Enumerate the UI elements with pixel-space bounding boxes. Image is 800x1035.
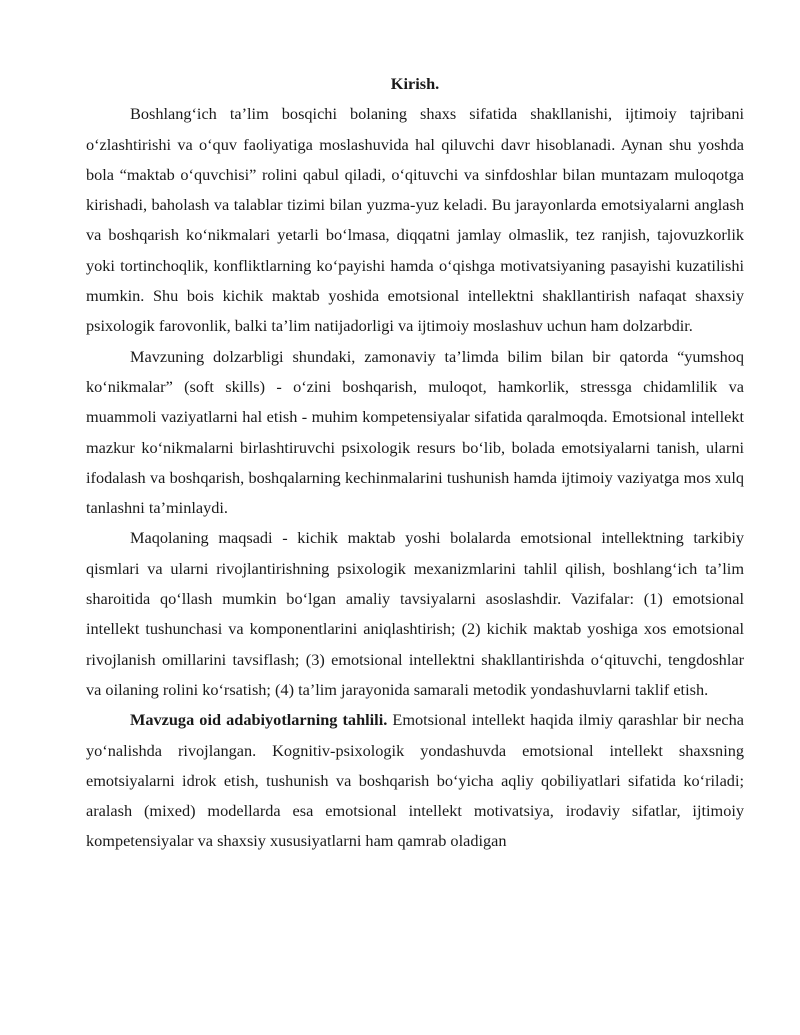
section-title: Kirish.: [390, 74, 440, 93]
paragraph-literature-review: [86, 705, 744, 856]
literature-review-text: Emotsional intellekt haqida ilmiy qarashlar bir necha yo‘nalishda rivojlangan. Kognitiv-psixologik yondashuvda emotsional intellekt shaxsning emotsiyalarni idrok etish, tushunish va boshqarish bo‘yicha aqliy qobiliyatlari sifatida ko‘riladi; aralash (mixed) modellarda esa emotsional intellekt motivatsiya, irodaviy sifatlar, ijtimoiy kompetensiyalar va shaxsiy xususiyatlarni ham qamrab oladigan: [86, 710, 744, 851]
document-body: [86, 69, 744, 857]
literature-review-heading: Mavzuga oid adabiyotlarning tahlili.: [130, 710, 388, 730]
paragraph-aims: Maqolaning maqsadi - kichik maktab yoshi bolalarda emotsional intellektning tarkibiy qismlari va ularni rivojlantirishning psixologik mexanizmlarini tahlil qilish, boshlang‘ich ta’lim sharoitida qo‘llash mumkin bo‘lgan amaliy tavsiyalarni asoslashdir. Vazifalar: (1) emotsional intellekt tushunchasi va komponentlarini aniqlashtirish; (2) kichik maktab yoshiga xos emotsional rivojlanish omillarini tavsiflash; (3) emotsional intellektni shakllantirishda o‘qituvchi, tengdoshlar va oilaning rolini ko‘rsatish; (4) ta’lim jarayonida samarali metodik yondashuvlarni taklif etish.: [86, 528, 744, 699]
paragraph-relevance: Mavzuning dolzarbligi shundaki, zamonaviy ta’limda bilim bilan bir qatorda “yumshoq ko‘nikmalar” (soft skills) - o‘zini boshqarish, muloqot, hamkorlik, stressga chidamlilik va muammoli vaziyatlarni hal etish - muhim kompetensiyalar sifatida qaralmoqda. Emotsional intellekt mazkur ko‘nikmalarni birlashtiruvchi psixologik resurs bo‘lib, bolada emotsiyalarni tanish, ularni ifodalash va boshqarish, boshqalarning kechinmalarini tushunish hamda ijtimoiy vaziyatga mos xulq tanlashni ta’minlaydi.: [86, 346, 744, 518]
paragraph-intro: Boshlang‘ich ta’lim bosqichi bolaning shaxs sifatida shakllanishi, ijtimoiy tajribani o‘zlashtirishi va o‘quv faoliyatiga moslashuvida hal qiluvchi davr hisoblanadi. Aynan shu yoshda bola “maktab o‘quvchisi” rolini qabul qiladi, o‘qituvchi va sinfdoshlar bilan muntazam muloqotga kirishadi, baholash va talablar tizimi bilan yuzma-yuz keladi. Bu jarayonlarda emotsiyalarni anglash va boshqarish ko‘nikmalari yetarli bo‘lmasa, diqqatni jamlay olmaslik, tez ranjish, tajovuzkorlik yoki tortinchoqlik, konfliktlarning ko‘payishi hamda o‘qishga motivatsiyaning pasayishi kuzatilishi mumkin. Shu bois kichik maktab yoshida emotsional intellektni shakllantirish nafaqat shaxsiy psixologik farovonlik, balki ta’lim natijadorligi va ijtimoiy moslashuv uchun ham dolzarbdir.: [86, 104, 744, 336]
